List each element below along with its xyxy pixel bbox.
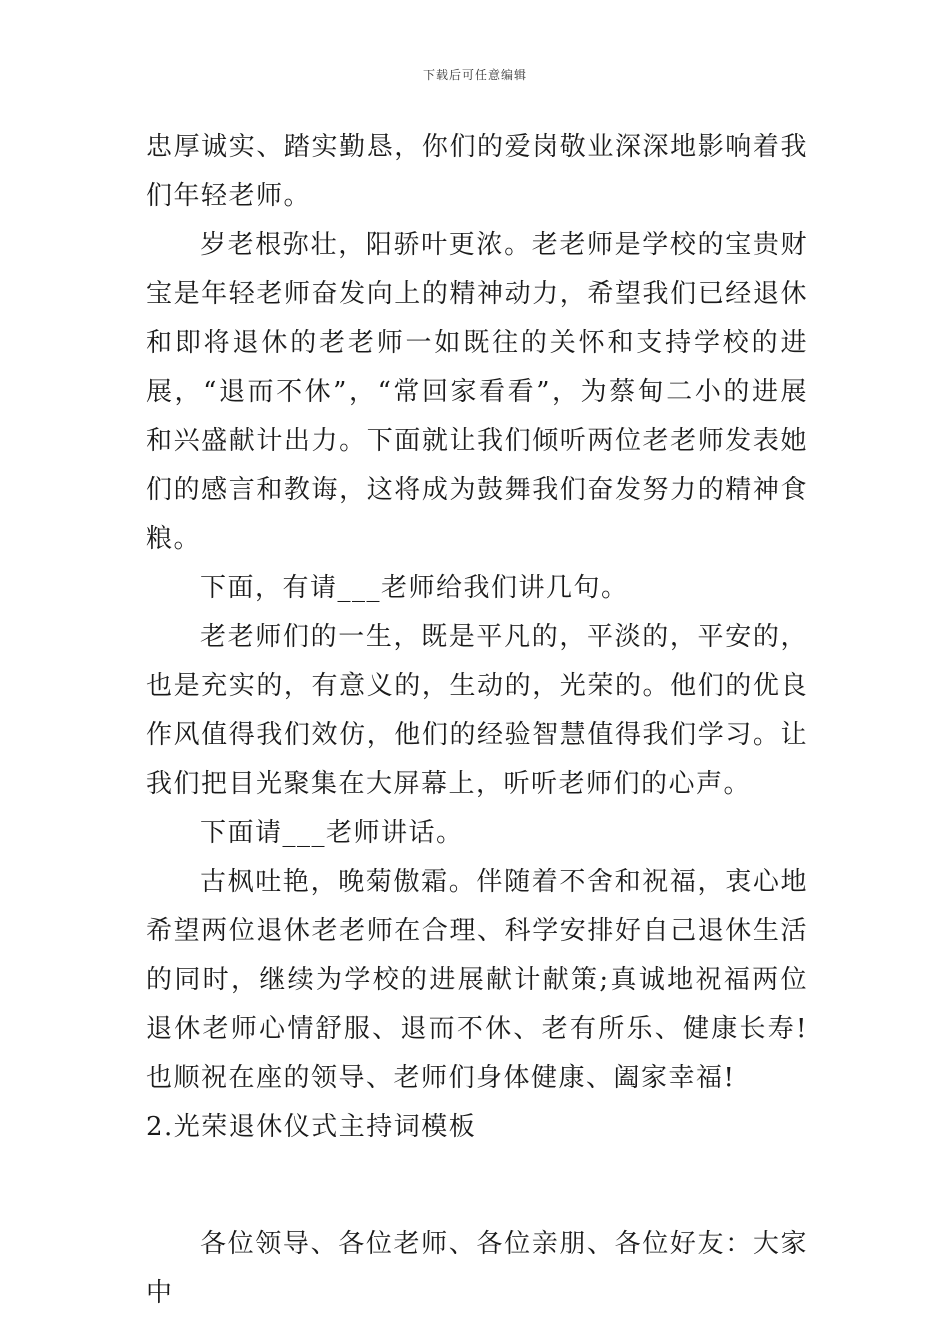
- section-heading: 2.光荣退休仪式主持词模板: [146, 1112, 477, 1142]
- paragraph-greeting: 各位领导、各位老师、各位亲朋、各位好友：大家中: [146, 1229, 808, 1308]
- document-body: [146, 123, 808, 1318]
- paragraph-invite-speaker-1: 下面，有请___老师给我们讲几句。: [200, 573, 629, 603]
- page-header: 下载后可任意编辑: [422, 68, 527, 82]
- paragraph-continuation: 忠厚诚实、踏实勤恳，你们的爱岗敬业深深地影响着我们年轻老师。: [146, 132, 808, 211]
- paragraph-blessing: 古枫吐艳，晚菊傲霜。伴随着不舍和祝福，衷心地希望两位退休老老师在合理、科学安排好自己退休生活的同时，继续为学校的进展献计献策;真诚地祝福两位退休老师心情舒服、退而不休、老有所乐、健康长寿!也顺祝在座的领导、老师们身体健康、阖家幸福!: [146, 867, 808, 1093]
- paragraph-old-teachers-life: 老老师们的一生，既是平凡的，平淡的，平安的，也是充实的，有意义的，生动的，光荣的。他们的优良作风值得我们效仿，他们的经验智慧值得我们学习。让我们把目光聚集在大屏幕上，听听老师们的心声。: [146, 622, 808, 799]
- paragraph-invite-speaker-2: 下面请___老师讲话。: [200, 818, 464, 848]
- blank-line: [146, 1152, 808, 1201]
- paragraph-old-teachers-value: 岁老根弥壮，阳骄叶更浓。老老师是学校的宝贵财宝是年轻老师奋发向上的精神动力，希望我们已经退休和即将退休的老老师一如既往的关怀和支持学校的进展，“退而不休”，“常回家看看”，为蔡甸二小的进展和兴盛献计出力。下面就让我们倾听两位老老师发表她们的感言和教诲，这将成为鼓舞我们奋发努力的精神食粮。: [146, 230, 808, 554]
